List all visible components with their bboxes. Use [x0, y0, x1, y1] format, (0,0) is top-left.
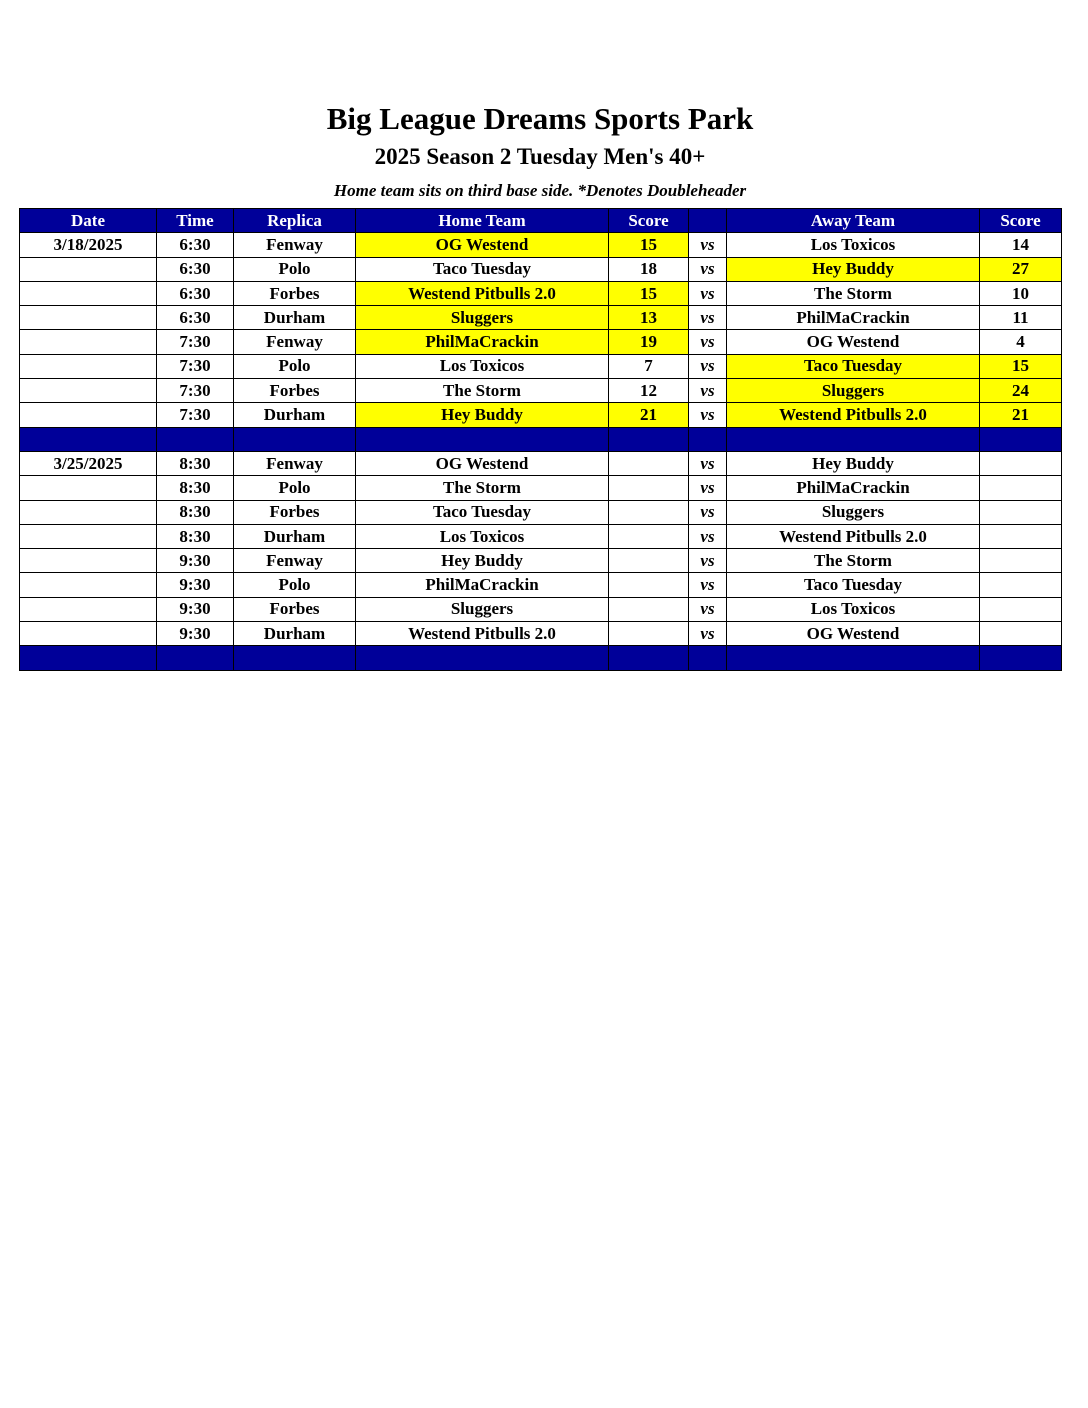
home-team-cell: PhilMaCrackin	[356, 573, 609, 597]
home-score-cell	[609, 573, 689, 597]
away-score-cell	[980, 476, 1062, 500]
time-cell: 6:30	[157, 281, 234, 305]
away-score-cell: 24	[980, 379, 1062, 403]
separator-cell	[234, 646, 356, 670]
away-team-cell: Los Toxicos	[727, 233, 980, 257]
home-team-cell: OG Westend	[356, 233, 609, 257]
date-cell: 3/18/2025	[20, 233, 157, 257]
date-cell	[20, 306, 157, 330]
separator-cell	[20, 646, 157, 670]
col-header-away-team: Away Team	[727, 209, 980, 233]
date-cell	[20, 281, 157, 305]
separator-cell	[980, 646, 1062, 670]
vs-cell: vs	[689, 622, 727, 646]
col-header-replica: Replica	[234, 209, 356, 233]
game-row	[20, 403, 1062, 427]
date-cell	[20, 257, 157, 281]
schedule-body	[20, 233, 1062, 670]
away-score-cell: 10	[980, 281, 1062, 305]
vs-cell: vs	[689, 257, 727, 281]
date-cell	[20, 476, 157, 500]
game-row	[20, 573, 1062, 597]
time-cell: 7:30	[157, 379, 234, 403]
game-row	[20, 622, 1062, 646]
date-cell	[20, 573, 157, 597]
time-cell: 8:30	[157, 476, 234, 500]
replica-cell: Durham	[234, 403, 356, 427]
away-score-cell: 27	[980, 257, 1062, 281]
time-cell: 6:30	[157, 233, 234, 257]
time-cell: 7:30	[157, 354, 234, 378]
date-cell	[20, 354, 157, 378]
page-subtitle: 2025 Season 2 Tuesday Men's 40+	[374, 144, 706, 169]
home-team-cell: Sluggers	[356, 597, 609, 621]
game-row	[20, 330, 1062, 354]
home-team-cell: Taco Tuesday	[356, 500, 609, 524]
home-team-cell: OG Westend	[356, 451, 609, 475]
vs-cell: vs	[689, 524, 727, 548]
home-team-cell: Hey Buddy	[356, 403, 609, 427]
home-score-cell	[609, 549, 689, 573]
replica-cell: Durham	[234, 306, 356, 330]
time-cell: 9:30	[157, 597, 234, 621]
away-team-cell: Sluggers	[727, 500, 980, 524]
game-row	[20, 379, 1062, 403]
separator-cell	[157, 427, 234, 451]
away-score-cell	[980, 549, 1062, 573]
replica-cell: Fenway	[234, 549, 356, 573]
away-team-cell: The Storm	[727, 281, 980, 305]
game-row	[20, 354, 1062, 378]
vs-cell: vs	[689, 379, 727, 403]
game-row	[20, 476, 1062, 500]
date-cell	[20, 524, 157, 548]
time-cell: 6:30	[157, 257, 234, 281]
away-team-cell: Taco Tuesday	[727, 573, 980, 597]
date-cell	[20, 622, 157, 646]
home-team-cell: Westend Pitbulls 2.0	[356, 281, 609, 305]
time-cell: 7:30	[157, 330, 234, 354]
time-cell: 8:30	[157, 500, 234, 524]
home-score-cell	[609, 524, 689, 548]
home-score-cell: 18	[609, 257, 689, 281]
separator-cell	[727, 427, 980, 451]
col-header-date: Date	[20, 209, 157, 233]
home-team-cell: The Storm	[356, 476, 609, 500]
away-score-cell: 15	[980, 354, 1062, 378]
week-separator-row	[20, 646, 1062, 670]
replica-cell: Fenway	[234, 233, 356, 257]
separator-cell	[234, 427, 356, 451]
vs-cell: vs	[689, 476, 727, 500]
home-score-cell	[609, 622, 689, 646]
home-team-cell: Sluggers	[356, 306, 609, 330]
away-score-cell: 14	[980, 233, 1062, 257]
date-cell	[20, 500, 157, 524]
date-cell	[20, 330, 157, 354]
away-team-cell: The Storm	[727, 549, 980, 573]
schedule-note: Home team sits on third base side. *Denotes Doubleheader	[333, 181, 747, 200]
vs-cell: vs	[689, 549, 727, 573]
separator-cell	[20, 427, 157, 451]
vs-cell: vs	[689, 330, 727, 354]
replica-cell: Fenway	[234, 330, 356, 354]
time-cell: 9:30	[157, 549, 234, 573]
away-team-cell: Los Toxicos	[727, 597, 980, 621]
replica-cell: Polo	[234, 476, 356, 500]
home-team-cell: Los Toxicos	[356, 354, 609, 378]
away-score-cell	[980, 451, 1062, 475]
away-score-cell	[980, 500, 1062, 524]
date-cell	[20, 379, 157, 403]
replica-cell: Polo	[234, 257, 356, 281]
game-row	[20, 524, 1062, 548]
separator-cell	[980, 427, 1062, 451]
replica-cell: Forbes	[234, 500, 356, 524]
away-team-cell: Hey Buddy	[727, 257, 980, 281]
away-score-cell	[980, 573, 1062, 597]
date-cell	[20, 549, 157, 573]
vs-cell: vs	[689, 451, 727, 475]
time-cell: 6:30	[157, 306, 234, 330]
replica-cell: Polo	[234, 354, 356, 378]
game-row	[20, 597, 1062, 621]
col-header-home-score: Score	[609, 209, 689, 233]
away-team-cell: PhilMaCrackin	[727, 476, 980, 500]
home-score-cell: 15	[609, 281, 689, 305]
vs-cell: vs	[689, 281, 727, 305]
time-cell: 8:30	[157, 524, 234, 548]
game-row	[20, 549, 1062, 573]
replica-cell: Polo	[234, 573, 356, 597]
col-header-home-team: Home Team	[356, 209, 609, 233]
time-cell: 9:30	[157, 573, 234, 597]
replica-cell: Durham	[234, 524, 356, 548]
separator-cell	[609, 427, 689, 451]
away-team-cell: Sluggers	[727, 379, 980, 403]
time-cell: 7:30	[157, 403, 234, 427]
separator-cell	[689, 427, 727, 451]
vs-cell: vs	[689, 354, 727, 378]
vs-cell: vs	[689, 573, 727, 597]
replica-cell: Forbes	[234, 379, 356, 403]
game-row	[20, 451, 1062, 475]
home-score-cell	[609, 451, 689, 475]
home-team-cell: The Storm	[356, 379, 609, 403]
game-row	[20, 306, 1062, 330]
home-team-cell: Los Toxicos	[356, 524, 609, 548]
vs-cell: vs	[689, 403, 727, 427]
home-score-cell: 12	[609, 379, 689, 403]
home-score-cell	[609, 597, 689, 621]
away-team-cell: OG Westend	[727, 330, 980, 354]
col-header-vs	[689, 209, 727, 233]
away-score-cell	[980, 524, 1062, 548]
away-team-cell: PhilMaCrackin	[727, 306, 980, 330]
game-row	[20, 500, 1062, 524]
time-cell: 9:30	[157, 622, 234, 646]
replica-cell: Forbes	[234, 597, 356, 621]
schedule-table	[19, 208, 1062, 671]
away-team-cell: Taco Tuesday	[727, 354, 980, 378]
home-team-cell: Taco Tuesday	[356, 257, 609, 281]
separator-cell	[727, 646, 980, 670]
home-score-cell	[609, 476, 689, 500]
vs-cell: vs	[689, 306, 727, 330]
time-cell: 8:30	[157, 451, 234, 475]
home-team-cell: Westend Pitbulls 2.0	[356, 622, 609, 646]
replica-cell: Forbes	[234, 281, 356, 305]
game-row	[20, 233, 1062, 257]
date-cell	[20, 403, 157, 427]
home-score-cell: 15	[609, 233, 689, 257]
game-row	[20, 257, 1062, 281]
separator-cell	[689, 646, 727, 670]
away-score-cell: 11	[980, 306, 1062, 330]
replica-cell: Fenway	[234, 451, 356, 475]
page-title: Big League Dreams Sports Park	[326, 101, 754, 136]
home-team-cell: PhilMaCrackin	[356, 330, 609, 354]
week-separator-row	[20, 427, 1062, 451]
home-score-cell	[609, 500, 689, 524]
col-header-time: Time	[157, 209, 234, 233]
home-team-cell: Hey Buddy	[356, 549, 609, 573]
away-team-cell: Westend Pitbulls 2.0	[727, 403, 980, 427]
home-score-cell: 19	[609, 330, 689, 354]
col-header-away-score: Score	[980, 209, 1062, 233]
home-score-cell: 21	[609, 403, 689, 427]
replica-cell: Durham	[234, 622, 356, 646]
away-team-cell: Westend Pitbulls 2.0	[727, 524, 980, 548]
vs-cell: vs	[689, 500, 727, 524]
home-score-cell: 13	[609, 306, 689, 330]
away-team-cell: Hey Buddy	[727, 451, 980, 475]
away-team-cell: OG Westend	[727, 622, 980, 646]
separator-cell	[157, 646, 234, 670]
vs-cell: vs	[689, 233, 727, 257]
away-score-cell: 4	[980, 330, 1062, 354]
away-score-cell: 21	[980, 403, 1062, 427]
date-cell	[20, 597, 157, 621]
home-score-cell: 7	[609, 354, 689, 378]
away-score-cell	[980, 622, 1062, 646]
separator-cell	[356, 646, 609, 670]
game-row	[20, 281, 1062, 305]
separator-cell	[609, 646, 689, 670]
vs-cell: vs	[689, 597, 727, 621]
header-row	[20, 209, 1062, 233]
away-score-cell	[980, 597, 1062, 621]
separator-cell	[356, 427, 609, 451]
date-cell: 3/25/2025	[20, 451, 157, 475]
